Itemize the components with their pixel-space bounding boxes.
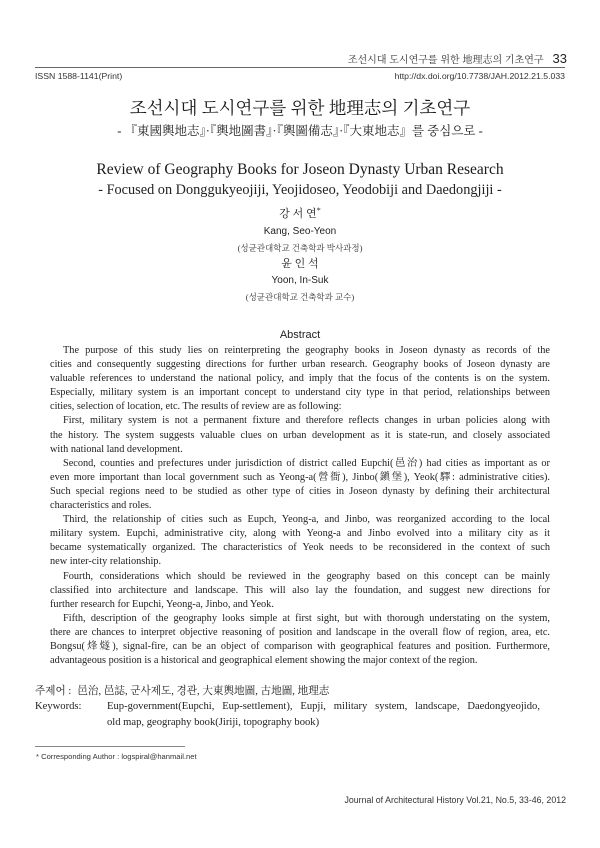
abstract-line: valuable references to understand the national policy, and imply that the focus of the contents is on the system. <box>50 373 550 385</box>
keywords-en-line: old map, geography book(Jiriji, topography book) <box>107 717 320 728</box>
corresponding-author-mark: * <box>316 206 321 215</box>
author-email[interactable]: logspiral@hanmail.net <box>121 752 197 761</box>
paper-subtitle-en: - Focused on Donggukyeojiji, Yeojidoseo, Yeodobiji and Daedongjiji - <box>98 182 502 198</box>
abstract-line: cities and consequently suggesting directions for further urban research. Geography books of Joseon dynasty are <box>50 359 550 371</box>
footnote-label: Corresponding Author : <box>41 752 120 761</box>
author-name-ko: 윤 인 석 <box>281 258 319 270</box>
abstract-line: Third, the relationship of cities such as Eupch, Yeong-a, and Jinbo, was reorganized according to the local <box>63 514 550 526</box>
abstract-heading: Abstract <box>279 329 321 341</box>
abstract-line: Bongsu(烽燧), signal-fire, can be an object of comparison with geographical features and position. Furthermore, <box>50 640 550 652</box>
abstract-line: became systematically organized. The characteristics of Yeok needs to be reconsidered in the context of such <box>50 542 550 554</box>
issn: ISSN 1588-1141(Print) <box>35 71 123 81</box>
abstract-line: further research for Eupchi, Yeong-a, Jinbo, and Yeok. <box>50 598 274 610</box>
abstract-line: new inter-city relationship. <box>50 556 162 568</box>
abstract-paragraph <box>50 414 550 456</box>
abstract-paragraph <box>50 570 550 612</box>
keywords-en-line: Eup-government(Eupchi, Eup-settlement), Eupji, military system, landscape, Daedongyeojido, <box>107 701 540 712</box>
abstract-line: Fifth, description of the geography looks simple at first sight, but with thorough understating on the system, <box>63 612 550 624</box>
keywords-en-value <box>107 699 540 731</box>
running-header <box>348 51 567 68</box>
paper-subtitle-ko: - 『東國輿地志』·『輿地圖書』·『輿圖備志』·『大東地志』를 중심으로 - <box>117 124 483 138</box>
keywords-en-label: Keywords: <box>35 701 82 712</box>
abstract-line: characteristics and roles. <box>50 500 152 512</box>
page-number: 33 <box>552 51 567 66</box>
abstract-paragraph <box>50 513 550 569</box>
abstract-paragraph <box>50 344 550 414</box>
author-name-ko <box>0 207 600 221</box>
abstract-line: cities, selection of location, etc. The results of review are as following: <box>50 401 342 413</box>
abstract-paragraph <box>50 612 550 668</box>
abstract-line: Especially, military system is an important concept to understand city type in that period, relationships between <box>50 387 550 399</box>
author-affiliation: (성균관대학교 건축학과 박사과정) <box>237 243 363 253</box>
paper-title-en: Review of Geography Books for Joseon Dynasty Urban Research <box>96 161 504 178</box>
paper-title-ko: 조선시대 도시연구를 위한 地理志의 기초연구 <box>129 98 471 118</box>
abstract-line: The purpose of this study lies on reinterpreting the geography books in Joseon dynasty as records of the <box>63 345 550 356</box>
header-divider <box>35 67 565 68</box>
keywords-ko-label: 주제어 : <box>35 686 72 697</box>
abstract-line: classified into architecture and landscape. This will also lay the foundation, and suggest new directions for <box>50 584 550 596</box>
running-header-title: 조선시대 도시연구를 위한 地理志의 기초연구 <box>347 55 544 66</box>
keywords-ko-value: 邑治, 邑誌, 군사제도, 경관, 大東輿地圖, 古地圖, 地理志 <box>77 686 330 697</box>
author-name-en: Yoon, In-Suk <box>271 275 329 286</box>
author-affiliation: (성균관대학교 건축학과 교수) <box>245 292 355 302</box>
abstract-line: the history. The system suggests valuable clues on urban development as it is state-run, and closely associated <box>50 429 550 441</box>
footnote <box>36 752 197 762</box>
abstract-line: there are chances to interpret objective reasoning of position and landscape in the overall flow of region, area, etc. <box>50 626 550 638</box>
footnote-mark: * <box>36 752 39 761</box>
journal-citation: Journal of Architectural History Vol.21, No.5, 33-46, 2012 <box>344 795 566 805</box>
author-name-en: Kang, Seo-Yeon <box>263 226 337 237</box>
abstract-line: even more important than local government such as Yeong-a(營衙), Jinbo(鎭堡), Yeok(驛: administrative cities). <box>50 471 550 483</box>
abstract-line: First, military system is not a permanent fixture and therefore reflects changes in urban policies along with <box>63 415 550 427</box>
abstract-line: advantageous position is a historical and geographical element showing the major context of the region. <box>50 655 478 667</box>
abstract-body <box>50 344 550 668</box>
author-name-ko-text: 강 서 연 <box>279 208 317 220</box>
doi-link[interactable]: http://dx.doi.org/10.7738/JAH.2012.21.5.033 <box>394 71 565 81</box>
abstract-line: Second, counties and prefectures under jurisdiction of district called Eupchi(邑治) had cities as important as or <box>63 457 550 469</box>
abstract-line: Such special regions need to be studied as other type of cities in Joseon dynasty by defining their architectural <box>50 485 550 497</box>
abstract-line: with national land development. <box>50 443 183 455</box>
footnote-divider <box>35 746 185 747</box>
abstract-line: Fourth, considerations which should be reviewed in the geography based on this concept can be mainly <box>63 570 550 582</box>
abstract-line: military system. Eupchi, administrative city, along with Yeong-a and Jinbo evolved into a military city as it <box>50 528 550 540</box>
abstract-paragraph <box>50 457 550 513</box>
keywords-ko <box>35 684 329 700</box>
